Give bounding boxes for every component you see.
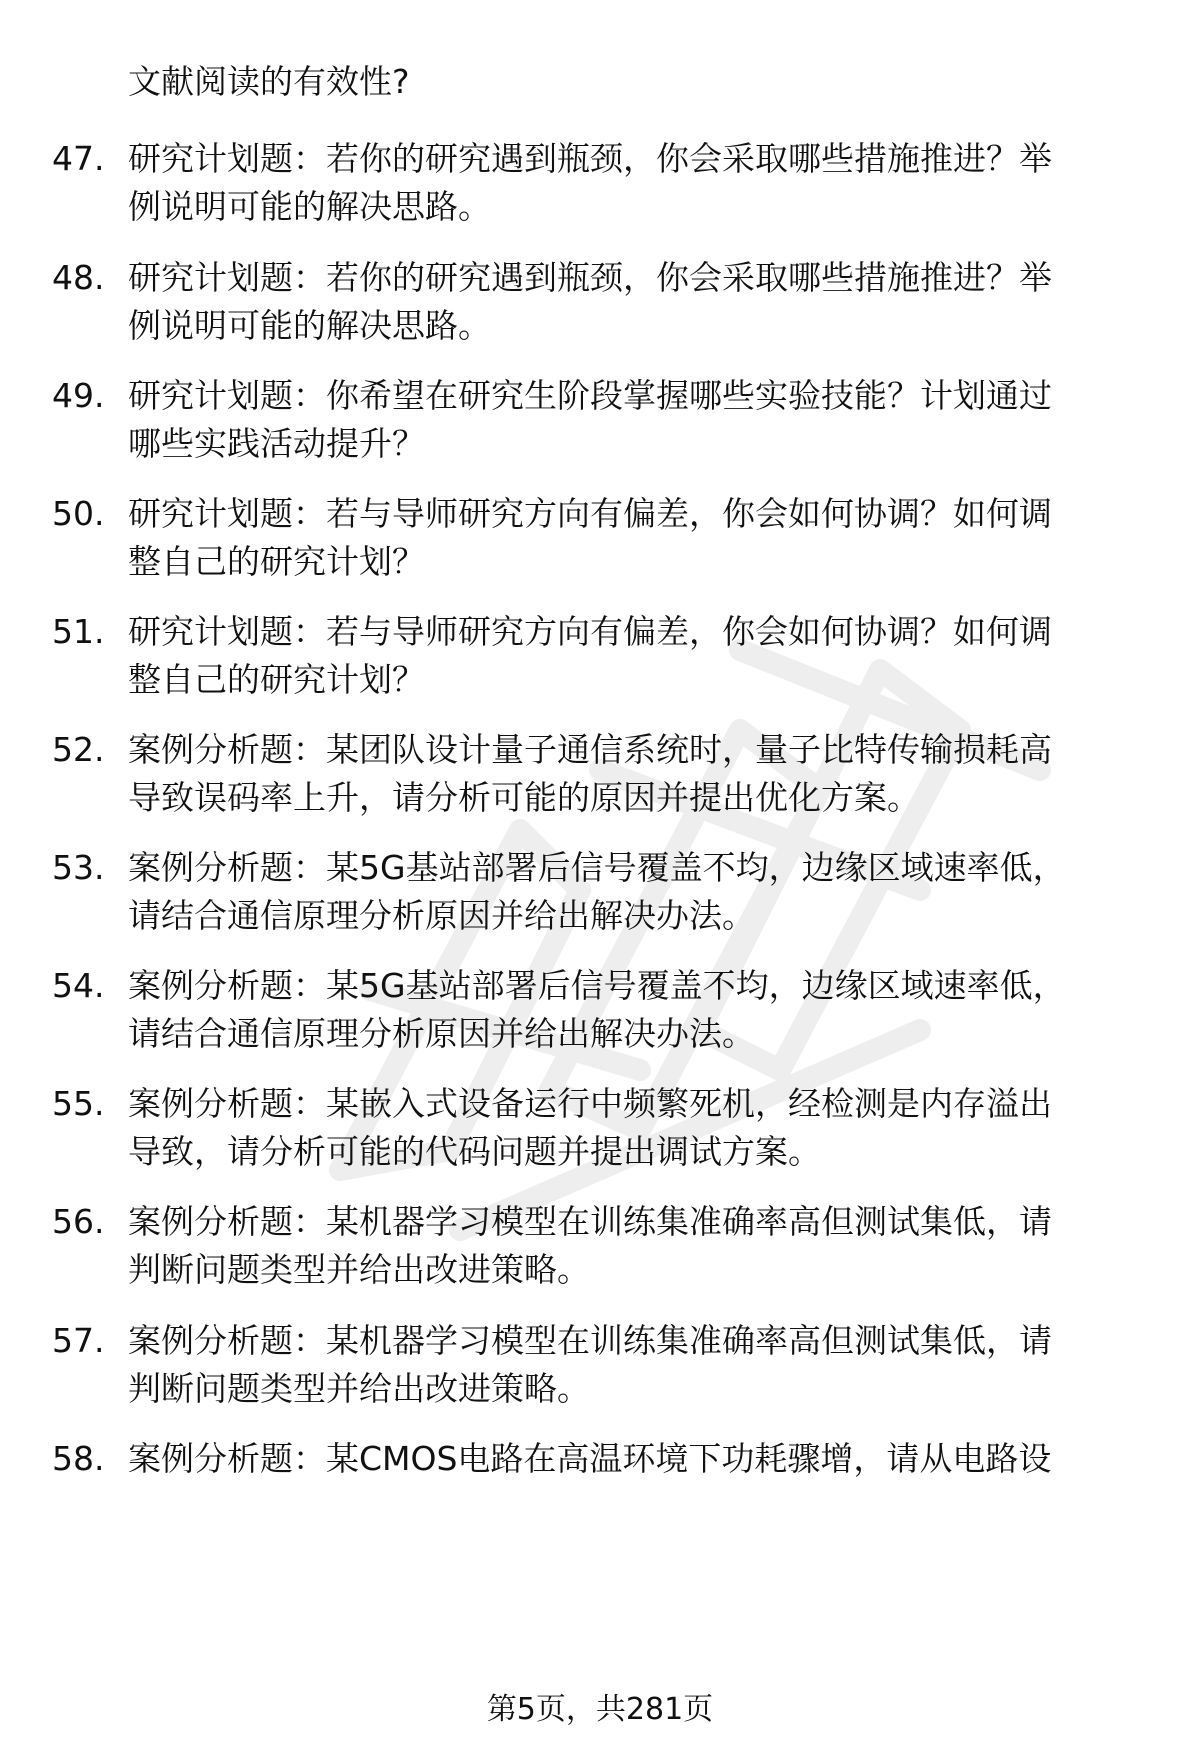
question-item	[0, 962, 1200, 1062]
question-text-line: 判断问题类型并给出改进策略。	[128, 1250, 590, 1289]
question-item	[0, 1080, 1200, 1180]
question-text-line: 案例分析题：某嵌入式设备运行中频繁死机，经检测是内存溢出	[128, 1084, 1052, 1123]
question-text-line: 研究计划题：若与导师研究方向有偏差，你会如何协调？如何调	[128, 494, 1052, 533]
question-text-line: 请结合通信原理分析原因并给出解决办法。	[128, 1014, 755, 1053]
question-number: 51.	[52, 612, 105, 651]
page-number-label: 第5页，共281页	[486, 1692, 714, 1727]
question-number: 54.	[52, 966, 105, 1005]
question-text-line: 研究计划题：若你的研究遇到瓶颈，你会采取哪些措施推进？举	[128, 139, 1052, 178]
question-item	[0, 490, 1200, 590]
question-item	[0, 726, 1200, 826]
question-number: 56.	[52, 1202, 105, 1241]
question-item	[0, 135, 1200, 235]
question-number: 50.	[52, 494, 105, 533]
question-item	[0, 1317, 1200, 1417]
question-text-line: 导致，请分析可能的代码问题并提出调试方案。	[128, 1132, 821, 1171]
question-item	[0, 372, 1200, 472]
question-text-line: 案例分析题：某5G基站部署后信号覆盖不均，边缘区域速率低，	[128, 966, 1066, 1005]
question-text-line: 案例分析题：某CMOS电路在高温环境下功耗骤增，请从电路设	[128, 1439, 1052, 1478]
question-number: 53.	[52, 848, 105, 887]
question-item	[0, 254, 1200, 354]
page-footer	[0, 1690, 1200, 1730]
question-number: 48.	[52, 258, 105, 297]
question-item	[0, 844, 1200, 944]
question-number: 55.	[52, 1084, 105, 1123]
question-text-line: 整自己的研究计划？	[128, 660, 425, 699]
question-text-line: 例说明可能的解决思路。	[128, 306, 491, 345]
question-text-line: 研究计划题：若你的研究遇到瓶颈，你会采取哪些措施推进？举	[128, 258, 1052, 297]
question-text-line: 整自己的研究计划？	[128, 542, 425, 581]
question-text-line: 研究计划题：你希望在研究生阶段掌握哪些实验技能？计划通过	[128, 376, 1052, 415]
question-text-line: 案例分析题：某团队设计量子通信系统时，量子比特传输损耗高	[128, 730, 1052, 769]
question-number: 52.	[52, 730, 105, 769]
question-item	[0, 608, 1200, 708]
continuation-text: 文献阅读的有效性?	[128, 62, 410, 101]
question-text-line: 案例分析题：某机器学习模型在训练集准确率高但测试集低，请	[128, 1202, 1052, 1241]
question-text-line: 哪些实践活动提升？	[128, 424, 425, 463]
question-item	[0, 1198, 1200, 1298]
question-text-line: 导致误码率上升，请分析可能的原因并提出优化方案。	[128, 778, 920, 817]
question-text-line: 案例分析题：某机器学习模型在训练集准确率高但测试集低，请	[128, 1321, 1052, 1360]
question-text-line: 案例分析题：某5G基站部署后信号覆盖不均，边缘区域速率低，	[128, 848, 1066, 887]
question-text-line: 研究计划题：若与导师研究方向有偏差，你会如何协调？如何调	[128, 612, 1052, 651]
question-text-line: 判断问题类型并给出改进策略。	[128, 1369, 590, 1408]
question-text-line: 请结合通信原理分析原因并给出解决办法。	[128, 896, 755, 935]
question-item	[0, 1435, 1200, 1535]
question-number: 57.	[52, 1321, 105, 1360]
question-number: 47.	[52, 139, 105, 178]
question-text-line: 例说明可能的解决思路。	[128, 187, 491, 226]
question-number: 58.	[52, 1439, 105, 1478]
question-number: 49.	[52, 376, 105, 415]
